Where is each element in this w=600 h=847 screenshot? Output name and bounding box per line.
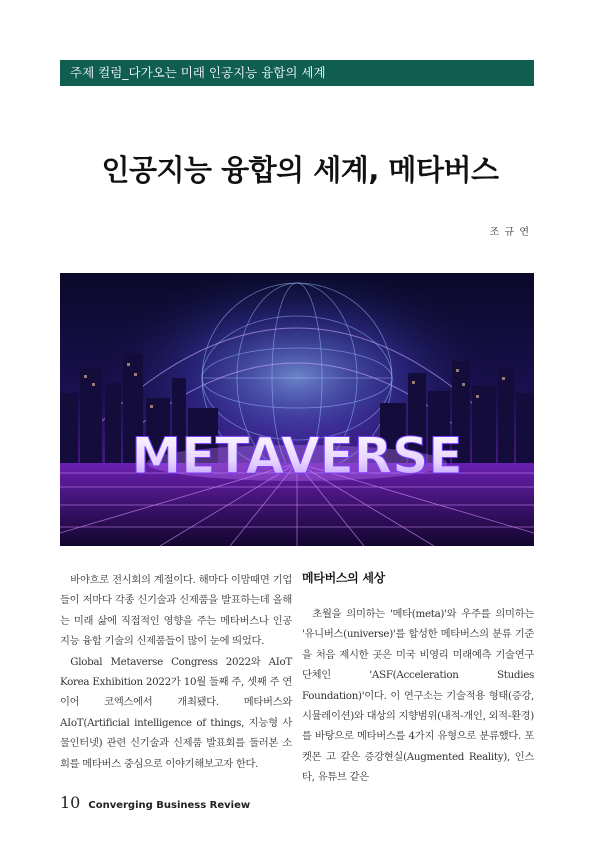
page-number: 10 [60, 793, 81, 812]
publication-name: Converging Business Review [88, 800, 251, 811]
right-column [302, 570, 534, 788]
article-author: 조 규 연 [489, 227, 530, 238]
left-column [60, 570, 292, 774]
section-heading: 메타버스의 세상 [302, 571, 385, 585]
column-banner [60, 60, 534, 86]
column-banner-text: 주제 컬럼_다가오는 미래 인공지능 융합의 세계 [70, 65, 326, 80]
article-title: 인공지능 융합의 세계, 메타버스 [101, 153, 499, 187]
hero-image [60, 273, 534, 546]
hero-title-text: METAVERSE [131, 427, 463, 485]
paragraph: 초월을 의미하는 '메타(meta)'와 우주를 의미하는 '유니버스(universe)'를 합성한 메타버스의 분류 기준을 처음 제시한 곳은 미국 비영리 미래예측 기술연구단체인 'ASF(Acceleration Studies Foundation)'이다. 이 연구소는 기술적용 형태(증강, 시뮬레이션)와 대상의 지향범위(내적-개인, 외적-환경)를 바탕으로 메타버스를 4가지 유형으로 분류했다. 포켓몬 고 같은 증강현실(Augmented Reality), 인스타, 유튜브 같은 [302, 608, 534, 784]
metaverse-illustration [60, 273, 534, 546]
paragraph: Global Metaverse Congress 2022와 AIoT Korea Exhibition 2022가 10월 둘째 주, 셋째 주 연이어 코엑스에서 개최됐다. 메타버스와 AIoT(Artificial intelligence of things, 지능형 사물인터넷) 관련 신기술과 신제품 발표회를 둘러본 소회를 메타버스 중심으로 이야기해보고자 한다. [60, 655, 292, 770]
page-footer [60, 793, 250, 812]
paragraph: 바야흐로 전시회의 계절이다. 해마다 이맘때면 기업들이 저마다 각종 신기술과 신제품을 발표하는데 올해는 미래 삶에 직접적인 영향을 주는 메타버스나 인공지능 융합 기술의 신제품들이 많이 눈에 띄었다. [60, 574, 292, 648]
